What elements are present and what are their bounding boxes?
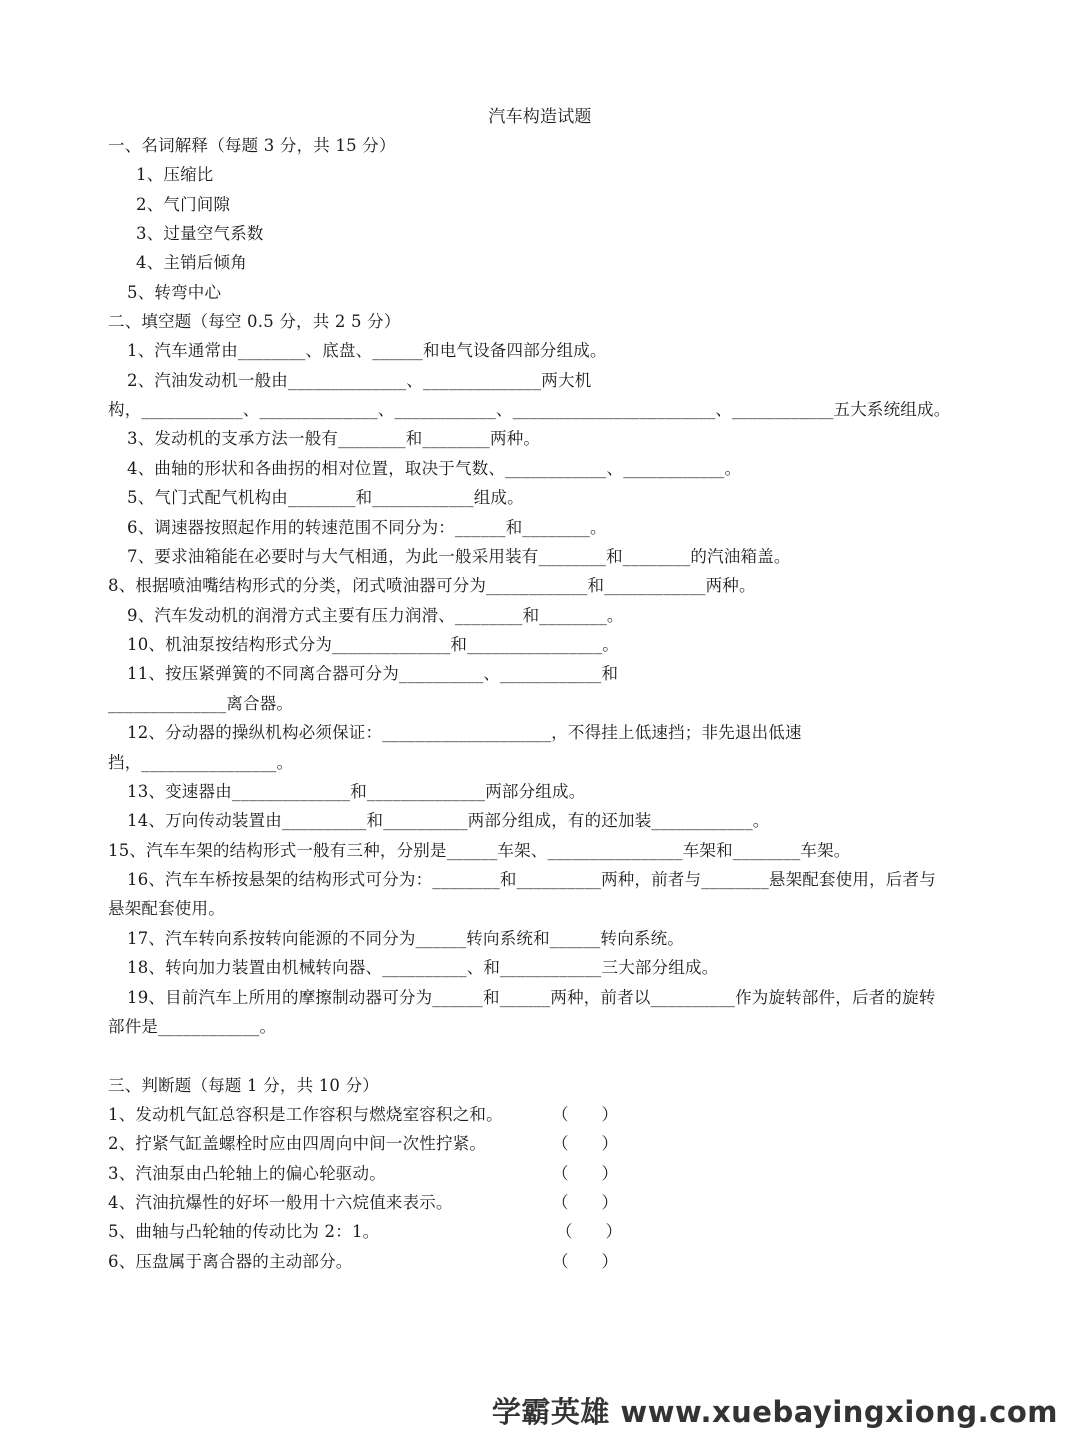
fill-question-2a: 2、汽油发动机一般由______________、______________两大机: [127, 371, 592, 390]
section1-heading: 一、名词解释（每题 3 分，共 15 分）: [108, 136, 396, 155]
fill-question-12b: 挡，________________。: [108, 753, 294, 772]
site-watermark: 学霸英雄 www.xuebayingxiong.com: [491, 1395, 1058, 1429]
fill-question-11a: 11、按压紧弹簧的不同离合器可分为__________、____________和: [127, 664, 619, 683]
judge-item-5: 5、曲轴与凸轮轴的传动比为 2：1。: [108, 1222, 380, 1241]
fill-question-17: 17、汽车转向系按转向能源的不同分为______转向系统和______转向系统。: [127, 929, 684, 948]
judge-answer-5: （ ）: [556, 1222, 622, 1241]
fill-question-5: 5、气门式配气机构由________和____________组成。: [127, 488, 524, 507]
judge-answer-1: （ ）: [552, 1105, 618, 1124]
term-item-4: 4、主销后倾角: [136, 253, 247, 272]
fill-question-11b: ______________离合器。: [108, 694, 294, 713]
term-item-1: 1、压缩比: [136, 165, 214, 184]
term-item-2: 2、气门间隙: [136, 195, 231, 214]
fill-question-12a: 12、分动器的操纵机构必须保证：____________________，不得挂上低速挡；非先退出低速: [127, 723, 802, 742]
fill-question-7: 7、要求油箱能在必要时与大气相通，为此一般采用装有________和________的汽油箱盖。: [127, 547, 791, 566]
judge-answer-4: （ ）: [552, 1193, 618, 1212]
judge-answer-6: （ ）: [552, 1252, 618, 1271]
fill-question-16b: 悬架配套使用。: [108, 899, 225, 918]
term-item-3: 3、过量空气系数: [136, 224, 264, 243]
fill-question-3: 3、发动机的支承方法一般有________和________两种。: [127, 429, 541, 448]
section2-heading: 二、填空题（每空 0.5 分，共 2 5 分）: [108, 312, 401, 331]
fill-question-19a: 19、目前汽车上所用的摩擦制动器可分为______和______两种，前者以__________作为旋转部件，后者的旋转: [127, 988, 936, 1007]
fill-question-9: 9、汽车发动机的润滑方式主要有压力润滑、________和________。: [127, 606, 624, 625]
page-title: 汽车构造试题: [488, 107, 592, 127]
fill-question-4: 4、曲轴的形状和各曲拐的相对位置，取决于气数、____________、____________。: [127, 459, 742, 478]
judge-item-3: 3、汽油泵由凸轮轴上的偏心轮驱动。: [108, 1164, 386, 1183]
section3-heading: 三、判断题（每题 1 分，共 10 分）: [108, 1076, 379, 1095]
fill-question-10: 10、机油泵按结构形式分为______________和________________。: [127, 635, 619, 654]
judge-item-1: 1、发动机气缸总容积是工作容积与燃烧室容积之和。: [108, 1105, 503, 1124]
fill-question-6: 6、调速器按照起作用的转速范围不同分为：______和________。: [127, 518, 607, 537]
fill-question-2b: 构，____________、______________、____________、________________________、____________五大系统组成。: [108, 400, 951, 419]
judge-item-2: 2、拧紧气缸盖螺栓时应由四周向中间一次性拧紧。: [108, 1134, 487, 1153]
judge-answer-2: （ ）: [552, 1134, 618, 1153]
fill-question-14: 14、万向传动装置由__________和__________两部分组成，有的还加装____________。: [127, 811, 770, 830]
judge-answer-3: （ ）: [552, 1164, 618, 1183]
fill-question-16a: 16、汽车车桥按悬架的结构形式可分为：________和__________两种，前者与________悬架配套使用，后者与: [127, 870, 936, 889]
fill-question-8: 8、根据喷油嘴结构形式的分类，闭式喷油器可分为____________和____________两种。: [108, 576, 756, 595]
judge-item-6: 6、压盘属于离合器的主动部分。: [108, 1252, 353, 1271]
fill-question-18: 18、转向加力装置由机械转向器、__________、和____________三大部分组成。: [127, 958, 719, 977]
judge-item-4: 4、汽油抗爆性的好坏一般用十六烷值来表示。: [108, 1193, 453, 1212]
term-item-5: 5、转弯中心: [127, 283, 222, 302]
fill-question-1: 1、汽车通常由________、底盘、______和电气设备四部分组成。: [127, 341, 607, 360]
fill-question-13: 13、变速器由______________和______________两部分组成。: [127, 782, 586, 801]
fill-question-15: 15、汽车车架的结构形式一般有三种，分别是______车架、________________车架和________车架。: [108, 841, 851, 860]
fill-question-19b: 部件是____________。: [108, 1017, 277, 1036]
